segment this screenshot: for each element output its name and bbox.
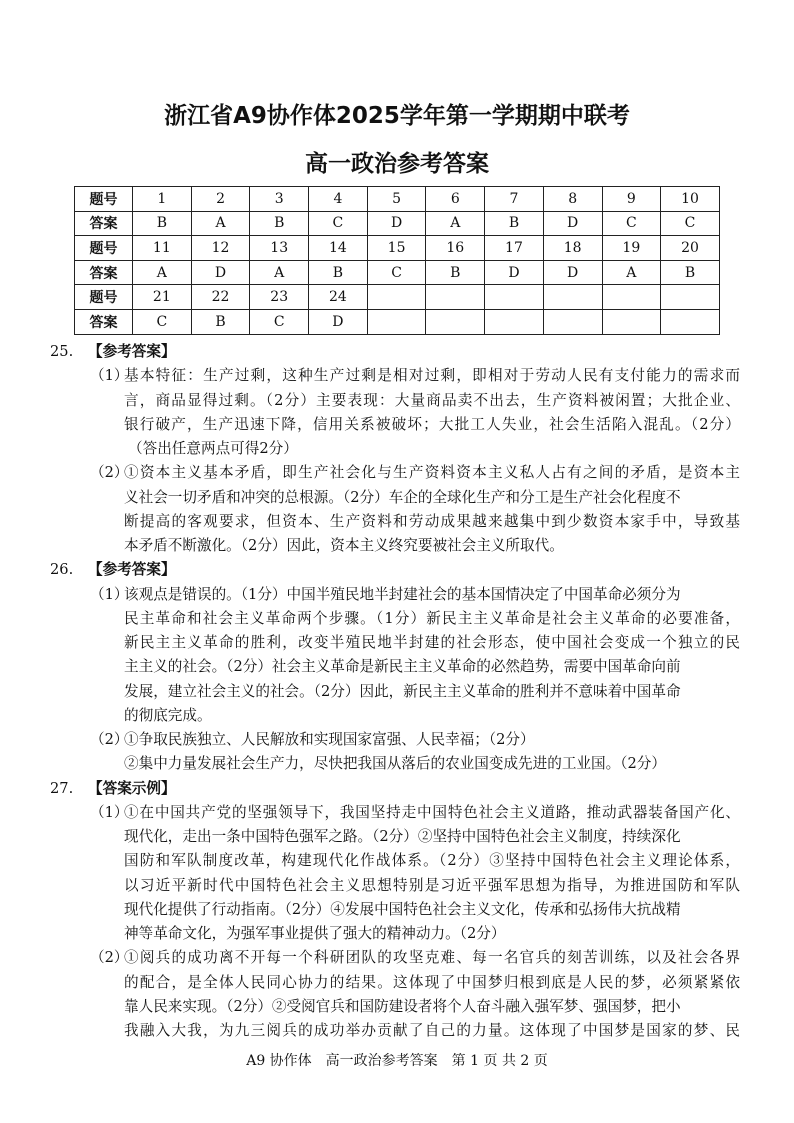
table-cell: B (309, 260, 368, 285)
answer-line (0, 655, 794, 679)
table-cell: 24 (309, 285, 368, 310)
table-cell: 3 (250, 187, 309, 212)
question-heading (0, 558, 794, 582)
part-label: （1） (90, 585, 129, 603)
part-label: （1） (90, 803, 129, 821)
part-label: （2） (90, 949, 129, 967)
answer-text: 的配合，是全体人民同心协力的结果。这体现了中国梦归根到底是人民的梦，必须紧紧依 (124, 973, 740, 991)
table-cell (543, 309, 602, 334)
answer-line (0, 389, 794, 413)
table-cell (426, 285, 485, 310)
question-heading (0, 340, 794, 364)
answer-text: 该观点是错误的。（1分）中国半殖民地半封建社会的基本国情决定了中国革命必须分为 (124, 585, 681, 603)
answer-text: ①争取民族独立、人民解放和实现国家富强、人民幸福；（2分） (124, 731, 535, 748)
section-heading: 【参考答案】 (88, 561, 176, 579)
answer-line (0, 680, 794, 704)
answer-line (0, 801, 794, 825)
table-cell: 12 (191, 236, 250, 261)
document-subtitle: 高一政治参考答案 (305, 151, 489, 177)
table-row (75, 236, 720, 261)
answer-line (0, 825, 794, 849)
table-cell (367, 309, 426, 334)
answer-text: 的彻底完成。 (124, 706, 212, 724)
answer-line (0, 461, 794, 485)
answer-text: 现代化，走出一条中国特色强军之路。（2分）②坚持中国特色社会主义制度，持续深化 (124, 828, 681, 845)
table-cell: B (250, 211, 309, 236)
question-number: 27. (50, 779, 74, 797)
row-header: 答案 (75, 309, 133, 334)
section-heading: 【参考答案】 (88, 343, 176, 360)
table-cell (661, 285, 720, 310)
table-cell: B (485, 211, 544, 236)
part-label: （2） (90, 731, 129, 748)
answer-text: 基本特征：生产过剩，这种生产过剩是相对过剩，即相对于劳动人民有支付能力的需求而 (124, 367, 740, 385)
answer-text: 神等革命文化，为强军事业提供了强大的精神动力。（2分） (124, 925, 506, 942)
row-header: 题号 (75, 236, 133, 261)
table-cell: D (485, 260, 544, 285)
table-cell: B (191, 309, 250, 334)
table-cell: C (309, 211, 368, 236)
table-cell: 15 (367, 236, 426, 261)
answer-line (0, 364, 794, 388)
table-cell (426, 309, 485, 334)
table-cell: C (250, 309, 309, 334)
answer-line (0, 631, 794, 655)
table-cell: 9 (602, 187, 661, 212)
table-cell: 16 (426, 236, 485, 261)
table-row (75, 285, 720, 310)
table-cell: 14 (309, 236, 368, 261)
table-cell (661, 309, 720, 334)
answer-body (0, 340, 794, 1043)
answer-line (0, 607, 794, 631)
table-cell: A (602, 260, 661, 285)
table-cell: 6 (426, 187, 485, 212)
table-cell: B (133, 211, 192, 236)
answer-line (0, 1019, 794, 1043)
section-heading: 【答案示例】 (88, 779, 176, 797)
answer-text: 民主革命和社会主义革命两个步骤。（1分）新民主主义革命是社会主义革命的必要准备， (124, 609, 740, 627)
table-cell: C (661, 211, 720, 236)
answer-line (0, 534, 794, 558)
answer-text: 国防和军队制度改革，构建现代化作战体系。（2分）③坚持中国特色社会主义理论体系， (124, 852, 740, 870)
table-cell: 21 (133, 285, 192, 310)
table-cell: 2 (191, 187, 250, 212)
table-cell: 7 (485, 187, 544, 212)
table-cell (602, 309, 661, 334)
table-cell: C (133, 309, 192, 334)
table-cell: A (191, 211, 250, 236)
question-number: 25. (50, 343, 74, 360)
answer-line (0, 946, 794, 970)
table-cell (367, 285, 426, 310)
table-cell: 19 (602, 236, 661, 261)
answer-line (0, 971, 794, 995)
answer-text: 银行破产，生产迅速下降，信用关系被破坏；大批工人失业，社会生活陷入混乱。（2分） (124, 415, 740, 433)
answer-table (74, 186, 720, 335)
table-cell: D (191, 260, 250, 285)
table-cell: C (602, 211, 661, 236)
answer-line (0, 874, 794, 898)
answer-line (0, 704, 794, 728)
answer-text: （答出任意两点可得2分） (128, 440, 298, 457)
answer-line (0, 922, 794, 946)
table-row (75, 187, 720, 212)
document-title: 浙江省A9协作体2025学年第一学期期中联考 (164, 103, 630, 129)
answer-line (0, 752, 794, 776)
table-cell: B (661, 260, 720, 285)
answer-line (0, 486, 794, 510)
table-cell: 8 (543, 187, 602, 212)
answer-line (0, 849, 794, 873)
table-cell (485, 285, 544, 310)
answer-line (0, 437, 794, 461)
question-heading (0, 777, 794, 801)
table-cell: 11 (133, 236, 192, 261)
row-header: 答案 (75, 211, 133, 236)
table-cell (543, 285, 602, 310)
answer-line (0, 413, 794, 437)
answer-text: 新民主主义革命的胜利，改变半殖民地半封建的社会形态，使中国社会变成一个独立的民 (124, 634, 740, 651)
answer-text: ①阅兵的成功离不开每一个科研团队的攻坚克难、每一名官兵的刻苦训练，以及社会各界 (124, 949, 740, 967)
answer-line (0, 898, 794, 922)
table-cell (485, 309, 544, 334)
answer-text: 现代化提供了行动指南。（2分）④发展中国特色社会主义文化，传承和弘扬伟大抗战精 (124, 900, 681, 918)
answer-line (0, 995, 794, 1019)
answer-text: 以习近平新时代中国特色社会主义思想特别是习近平强军思想为指导，为推进国防和军队 (124, 876, 740, 894)
question-number: 26. (50, 561, 74, 579)
answer-text: 靠人民来实现。（2分）②受阅官兵和国防建设者将个人奋斗融入强军梦、强国梦，把小 (124, 997, 681, 1015)
answer-text: ①在中国共产党的坚强领导下，我国坚持走中国特色社会主义道路，推动武器装备国产化、 (124, 803, 740, 821)
table-cell: D (543, 260, 602, 285)
table-row (75, 309, 720, 334)
part-label: （2） (90, 464, 129, 482)
table-cell: A (426, 211, 485, 236)
table-cell: C (367, 260, 426, 285)
answer-line (0, 510, 794, 534)
table-cell: 18 (543, 236, 602, 261)
table-cell: 10 (661, 187, 720, 212)
table-cell: B (426, 260, 485, 285)
answer-text: 本矛盾不断激化。（2分）因此，资本主义终究要被社会主义所取代。 (124, 537, 564, 554)
table-cell: A (133, 260, 192, 285)
table-cell: D (543, 211, 602, 236)
table-cell: D (309, 309, 368, 334)
answer-text: 主主义的社会。（2分）社会主义革命是新民主主义革命的必然趋势，需要中国革命向前 (124, 658, 681, 676)
answer-line (0, 583, 794, 607)
table-cell: A (250, 260, 309, 285)
row-header: 题号 (75, 187, 133, 212)
table-cell (602, 285, 661, 310)
answer-text: 我融入大我，为九三阅兵的成功举办贡献了自己的力量。这体现了中国梦是国家的梦、民 (124, 1022, 740, 1039)
row-header: 题号 (75, 285, 133, 310)
answer-text: 断提高的客观要求，但资本、生产资料和劳动成果越来越集中到少数资本家手中，导致基 (124, 512, 740, 530)
table-row (75, 211, 720, 236)
answer-text: ①资本主义基本矛盾，即生产社会化与生产资料资本主义私人占有之间的矛盾，是资本主 (124, 464, 740, 482)
table-cell: 23 (250, 285, 309, 310)
table-cell: 4 (309, 187, 368, 212)
answer-text: 言，商品显得过剩。（2分）主要表现：大量商品卖不出去，生产资料被闲置；大批企业、 (124, 391, 740, 409)
page-footer: A9 协作体 高一政治参考答案 第 1 页 共 2 页 (246, 1053, 548, 1069)
table-cell: 22 (191, 285, 250, 310)
table-cell: 20 (661, 236, 720, 261)
answer-text: ②集中力量发展社会生产力，尽快把我国从落后的农业国变成先进的工业国。（2分） (124, 755, 666, 773)
table-cell: 1 (133, 187, 192, 212)
answer-line (0, 728, 794, 752)
table-row (75, 260, 720, 285)
row-header: 答案 (75, 260, 133, 285)
part-label: （1） (90, 367, 129, 385)
table-cell: 5 (367, 187, 426, 212)
answer-text: 义社会一切矛盾和冲突的总根源。（2分）车企的全球化生产和分工是生产社会化程度不 (124, 488, 681, 506)
table-cell: 17 (485, 236, 544, 261)
answer-text: 发展，建立社会主义的社会。（2分）因此，新民主主义革命的胜利并不意味着中国革命 (124, 682, 681, 700)
table-cell: 13 (250, 236, 309, 261)
table-cell: D (367, 211, 426, 236)
